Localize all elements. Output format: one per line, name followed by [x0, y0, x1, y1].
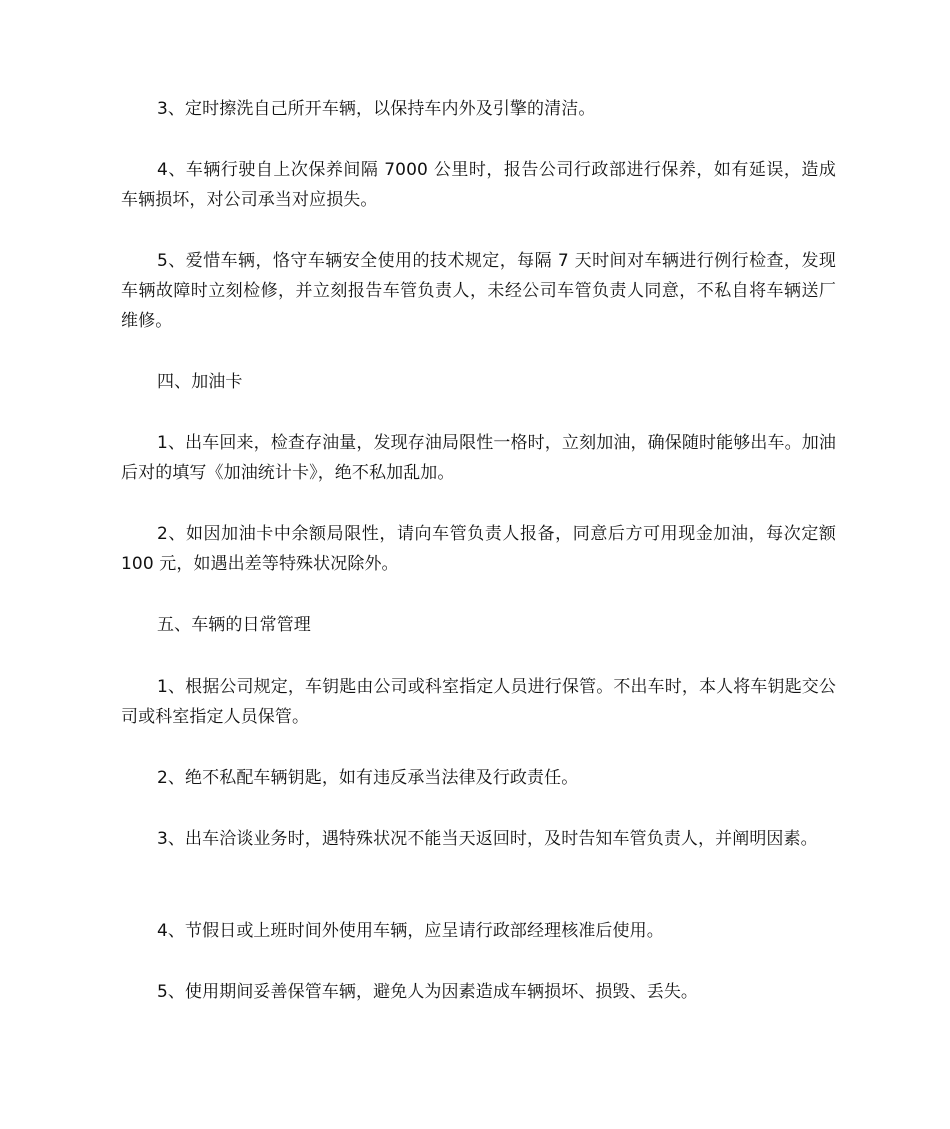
section-heading-fuel-card: 四、加油卡	[157, 372, 243, 392]
paragraph-daily-item-1: 1、根据公司规定，车钥匙由公司或科室指定人员进行保管。不出车时，本人将车钥匙交公司或科室指定人员保管。	[121, 677, 836, 727]
section-heading-daily-management: 五、车辆的日常管理	[157, 615, 311, 635]
paragraph-daily-item-5: 5、使用期间妥善保管车辆，避免人为因素造成车辆损坏、损毁、丢失。	[157, 982, 699, 1002]
paragraph-item-3-cleaning: 3、定时擦洗自己所开车辆，以保持车内外及引擎的清洁。	[157, 99, 596, 119]
paragraph-item-5-inspection: 5、爱惜车辆，恪守车辆安全使用的技术规定，每隔 7 天时间对车辆进行例行检查，发现车辆故障时立刻检修，并立刻报告车管负责人，未经公司车管负责人同意，不私自将车辆送厂维修。	[121, 251, 836, 331]
paragraph-fuel-item-2: 2、如因加油卡中余额局限性，请向车管负责人报备，同意后方可用现金加油，每次定额 100 元，如遇出差等特殊状况除外。	[121, 524, 836, 574]
paragraph-daily-item-4: 4、节假日或上班时间外使用车辆，应呈请行政部经理核准后使用。	[157, 921, 664, 941]
paragraph-fuel-item-1: 1、出车回来，检查存油量，发现存油局限性一格时，立刻加油，确保随时能够出车。加油后对的填写《加油统计卡》，绝不私加乱加。	[121, 433, 836, 483]
paragraph-item-4-maintenance: 4、车辆行驶自上次保养间隔 7000 公里时，报告公司行政部进行保养，如有延误，造成车辆损坏，对公司承当对应损失。	[121, 160, 836, 210]
paragraph-daily-item-3: 3、出车洽谈业务时，遇特殊状况不能当天返回时，及时告知车管负责人，并阐明因素。	[157, 829, 818, 849]
paragraph-daily-item-2: 2、绝不私配车辆钥匙，如有违反承当法律及行政责任。	[157, 768, 579, 788]
